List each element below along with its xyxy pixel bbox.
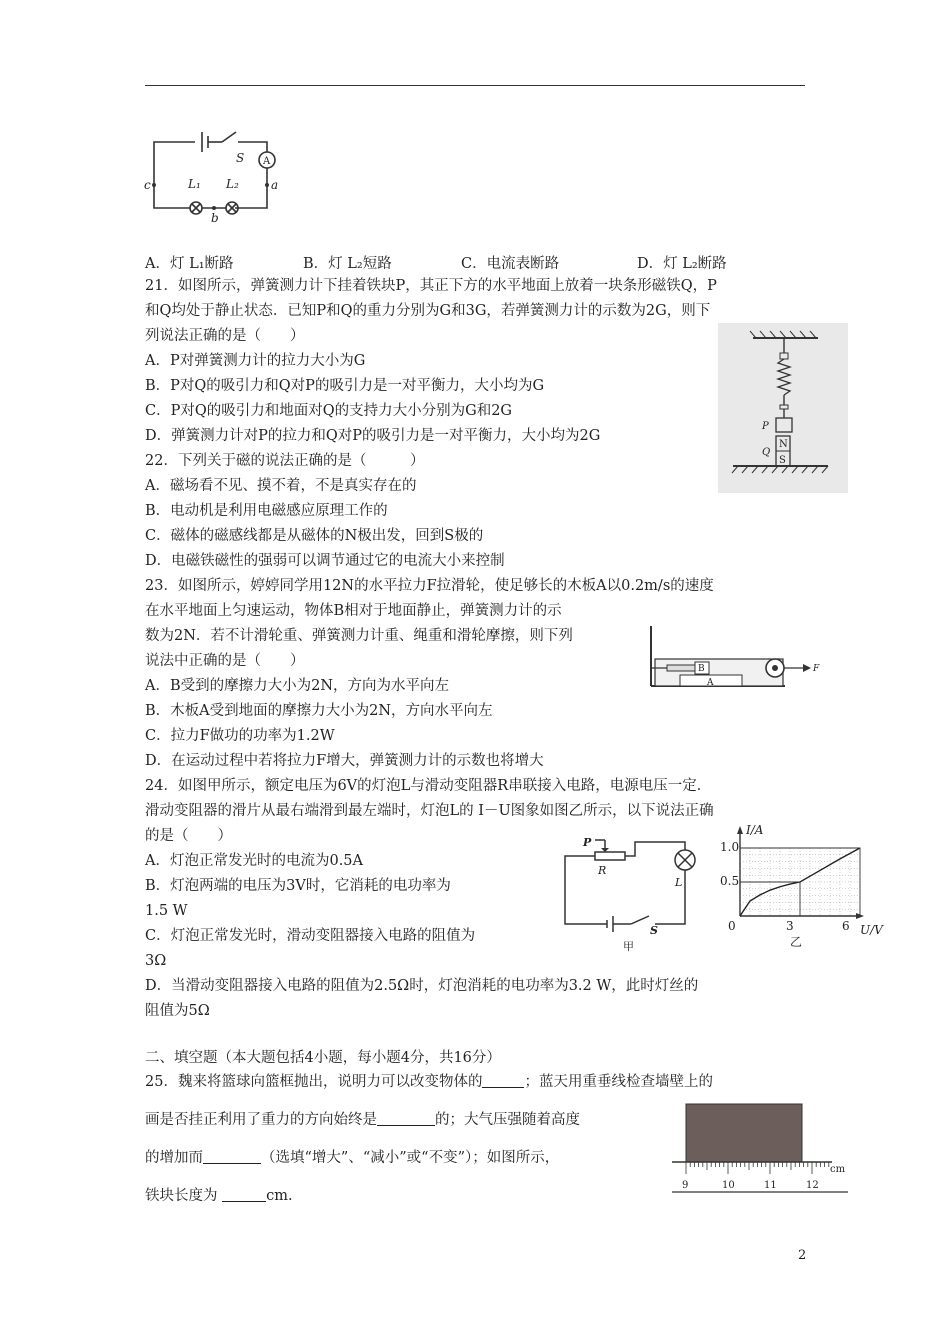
q24-option-d-2: 阻值为5Ω <box>145 1003 210 1019</box>
q21-option-d: D．弹簧测力计对P的拉力和Q对P的吸引力是一对平衡力，大小均为2G <box>145 428 601 444</box>
q20-option-b: B．灯 L₂短路 <box>303 256 392 272</box>
q21-stem-1: 21．如图所示，弹簧测力计下挂着铁块P，其正下方的水平地面上放着一块条形磁铁Q，P <box>145 278 717 294</box>
q22-option-c: C．磁体的磁感线都是从磁体的N极出发，回到S极的 <box>145 528 484 544</box>
q24-stem-3: 的是（ ） <box>145 828 232 844</box>
q20-circuit-figure <box>140 122 290 225</box>
rheostat-r-label: R <box>598 864 607 877</box>
switch-s-label: S <box>650 924 658 937</box>
q21-stem-3: 列说法正确的是（ ） <box>145 328 305 344</box>
q25-text-4b: cm. <box>266 1188 293 1204</box>
figure-yi-label: 乙 <box>790 935 803 949</box>
q22-option-a: A．磁场看不见、摸不着，不是真实存在的 <box>145 478 417 494</box>
lamp2-label: L₂ <box>226 177 239 191</box>
magnet-n-label: N <box>779 439 788 450</box>
ruler-unit: cm <box>830 1164 846 1175</box>
node-b-label: b <box>211 211 219 225</box>
lamp1-label: L₁ <box>188 177 201 191</box>
board-a-label: A <box>707 678 714 688</box>
q22-option-d: D．电磁铁磁性的强弱可以调节通过它的电流大小来控制 <box>145 553 505 569</box>
q23-option-a: A．B受到的摩擦力大小为2N，方向为水平向左 <box>145 678 450 694</box>
q23-pulley-figure <box>645 624 825 690</box>
q23-stem-2: 在水平地面上匀速运动，物体B相对于地面静止，弹簧测力计的示 <box>145 603 562 619</box>
q25-blank-3[interactable] <box>203 1149 261 1164</box>
lamp-l-label: L <box>675 876 683 889</box>
q25-text-1b: ；蓝天用重垂线检查墙壁上的 <box>524 1074 713 1090</box>
q25-blank-2[interactable] <box>377 1111 435 1126</box>
q25-text-1a: 25．魏来将篮球向篮框抛出，说明力可以改变物体的 <box>145 1074 483 1090</box>
q21-option-a: A．P对弹簧测力计的拉力大小为G <box>145 353 366 369</box>
ruler-tick-12: 12 <box>806 1180 819 1191</box>
q24-option-d-1: D．当滑动变阻器接入电路的阻值为2.5Ω时，灯泡消耗的电功率为3.2 W，此时灯丝的 <box>145 978 699 994</box>
q25-text-3b: （选填“增大”、“减小”或“不变”）；如图所示， <box>261 1150 560 1166</box>
x-tick-6: 6 <box>842 919 850 933</box>
x-tick-3: 3 <box>786 919 794 933</box>
q24-iu-chart <box>720 822 883 949</box>
ruler-tick-11: 11 <box>764 1180 777 1191</box>
q25-blank-4[interactable] <box>222 1187 266 1202</box>
switch-label: S <box>236 151 245 165</box>
q21-spring-magnet-figure <box>718 323 848 493</box>
q25-text-3a: 的增加而 <box>145 1150 203 1166</box>
q25-line-2 <box>145 1110 580 1130</box>
section-2-heading: 二、填空题（本大题包括4小题，每小题4分，共16分） <box>145 1050 501 1066</box>
y-tick-1: 1.0 <box>720 840 740 854</box>
q24-circuit-jia <box>555 832 715 952</box>
q23-option-b: B．木板A受到地面的摩擦力大小为2N，方向水平向左 <box>145 703 493 719</box>
q21-option-b: B．P对Q的吸引力和Q对P的吸引力是一对平衡力，大小均为G <box>145 378 545 394</box>
ruler-tick-10: 10 <box>722 1180 735 1191</box>
q24-option-b-1: B．灯泡两端的电压为3V时，它消耗的电功率为 <box>145 878 451 894</box>
q21-stem-2: 和Q均处于静止状态．已知P和Q的重力分别为G和3G，若弹簧测力计的示数为2G，则下 <box>145 303 711 319</box>
q22-option-b: B．电动机是利用电磁感应原理工作的 <box>145 503 388 519</box>
x-tick-0: 0 <box>728 919 736 933</box>
q21-option-c: C．P对Q的吸引力和地面对Q的支持力大小分别为G和2G <box>145 403 513 419</box>
q23-stem-4: 说法中正确的是（ ） <box>145 653 305 669</box>
q22-stem: 22．下列关于磁的说法正确的是（ ） <box>145 453 425 469</box>
slider-p-label: P <box>583 836 592 849</box>
q20-option-a: A．灯 L₁断路 <box>145 256 234 272</box>
figure-jia-label: 甲 <box>623 940 634 953</box>
q25-line-4 <box>145 1186 293 1206</box>
q25-ruler-figure <box>672 1100 850 1196</box>
header-rule <box>145 85 805 86</box>
q23-stem-1: 23．如图所示，婷婷同学用12N的水平拉力F拉滑轮，使足够长的木板A以0.2m/s的速度 <box>145 578 714 594</box>
q23-option-d: D．在运动过程中若将拉力F增大，弹簧测力计的示数也将增大 <box>145 753 544 769</box>
page-number: 2 <box>798 1248 807 1263</box>
q23-option-c: C．拉力F做功的功率为1.2W <box>145 728 335 744</box>
q24-option-b-2: 1.5 W <box>145 903 188 919</box>
magnet-q-label: Q <box>762 447 771 458</box>
q24-option-c-2: 3Ω <box>145 953 167 969</box>
q25-text-2b: 的；大气压强随着高度 <box>435 1112 580 1128</box>
y-axis-label: I/A <box>746 823 764 837</box>
ruler-tick-9: 9 <box>682 1180 689 1191</box>
x-axis-label: U/V <box>860 923 883 937</box>
block-b-label: B <box>698 664 705 674</box>
q20-option-c: C．电流表断路 <box>461 256 560 272</box>
q25-blank-1[interactable] <box>482 1073 524 1088</box>
node-a-label: a <box>271 178 279 192</box>
ammeter-label: A <box>263 156 271 167</box>
q25-text-2a: 画是否挂正利用了重力的方向始终是 <box>145 1112 377 1128</box>
q20-option-d: D．灯 L₂断路 <box>637 256 727 272</box>
y-tick-05: 0.5 <box>720 874 740 888</box>
q23-stem-3: 数为2N．若不计滑轮重、弹簧测力计重、绳重和滑轮摩擦，则下列 <box>145 628 573 644</box>
q25-line-3 <box>145 1148 559 1168</box>
q24-option-a: A．灯泡正常发光时的电流为0.5A <box>145 853 364 869</box>
q25-line-1 <box>145 1072 713 1092</box>
magnet-s-label: S <box>779 455 786 466</box>
force-f-label: F <box>813 664 820 674</box>
q24-stem-2: 滑动变阻器的滑片从最右端滑到最左端时，灯泡L的 I－U图象如图乙所示，以下说法正确 <box>145 803 714 819</box>
q24-stem-1: 24．如图甲所示，额定电压为6V的灯泡L与滑动变阻器R串联接入电路，电源电压一定． <box>145 778 712 794</box>
iron-p-label: P <box>762 421 769 432</box>
node-c-label: c <box>144 178 151 192</box>
q25-text-4a: 铁块长度为 <box>145 1188 223 1204</box>
q24-option-c-1: C．灯泡正常发光时，滑动变阻器接入电路的阻值为 <box>145 928 476 944</box>
